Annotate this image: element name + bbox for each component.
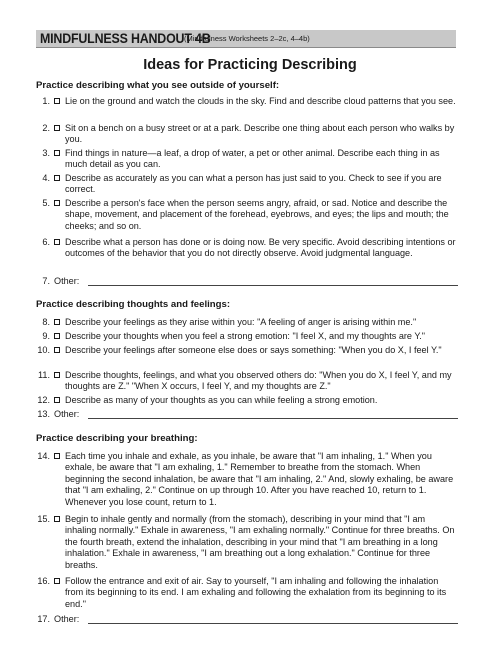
list-item xyxy=(36,123,458,146)
list-item xyxy=(36,576,458,610)
item-number: 6. xyxy=(42,237,50,247)
list-item xyxy=(36,173,458,196)
item-number: 10. xyxy=(37,345,50,355)
checkbox[interactable] xyxy=(54,200,60,206)
other-label: Other: xyxy=(54,614,80,624)
item-number: 3. xyxy=(42,148,50,158)
checkbox[interactable] xyxy=(54,319,60,325)
header-bar xyxy=(36,30,456,48)
checkbox[interactable] xyxy=(54,372,60,378)
item-text: Describe a person's face when the person seems angry, afraid, or sad. Notice and describe the shape, movement, and placement of the forehead, eyebrows, and eyes; the lips and mouth; the cheeks; and so on. xyxy=(65,198,449,231)
list-item xyxy=(36,148,458,171)
checkbox[interactable] xyxy=(54,239,60,245)
item-number: 15. xyxy=(37,514,50,524)
list-item xyxy=(36,317,458,328)
write-in-line[interactable] xyxy=(88,285,458,286)
checkbox[interactable] xyxy=(54,516,60,522)
item-number: 2. xyxy=(42,123,50,133)
other-label: Other: xyxy=(54,409,80,419)
item-number: 7. xyxy=(42,276,50,286)
list-item xyxy=(36,237,458,260)
checkbox[interactable] xyxy=(54,453,60,459)
item-number: 8. xyxy=(42,317,50,327)
worksheet-reference: (Mindfulness Worksheets 2–2c, 4–4b) xyxy=(184,34,310,43)
list-item xyxy=(36,345,458,356)
item-number: 14. xyxy=(37,451,50,461)
checkbox[interactable] xyxy=(54,125,60,131)
checkbox[interactable] xyxy=(54,175,60,181)
item-number: 5. xyxy=(42,198,50,208)
write-in-line[interactable] xyxy=(88,418,458,419)
list-item xyxy=(36,395,458,406)
list-item xyxy=(36,370,458,393)
checkbox[interactable] xyxy=(54,347,60,353)
list-item xyxy=(36,96,458,107)
item-text: Each time you inhale and exhale, as you inhale, be aware that "I am inhaling, 1." When you exhale, be aware that "I am exhaling, 1." Remember to breathe from the stomach. When beginning the second inhalation, be aware that "I am inhaling, 2." And, slowly exhaling, be aware that "I am exhaling, 2." Continue on up through 10. After you have reached 10, return to 1. Whenever you lose count, return to 1. xyxy=(65,451,454,507)
item-number: 12. xyxy=(37,395,50,405)
checkbox[interactable] xyxy=(54,333,60,339)
section-heading-outside: Practice describing what you see outside of yourself: xyxy=(36,80,280,91)
item-text: Find things in nature—a leaf, a drop of water, a pet or other animal. Describe each thing in as much detail as you can. xyxy=(65,148,440,170)
item-number: 1. xyxy=(42,96,50,106)
list-item xyxy=(36,451,458,508)
write-in-line[interactable] xyxy=(88,623,458,624)
checkbox[interactable] xyxy=(54,150,60,156)
item-text: Sit on a bench on a busy street or at a park. Describe one thing about each person who walks by you. xyxy=(65,123,455,145)
checkbox[interactable] xyxy=(54,578,60,584)
item-text: Describe your feelings after someone else does or says something: "When you do X, I feel Y." xyxy=(65,345,442,355)
list-item xyxy=(36,331,458,342)
other-label: Other: xyxy=(54,276,80,286)
item-number: 16. xyxy=(37,576,50,586)
section-heading-breathing: Practice describing your breathing: xyxy=(36,433,198,444)
list-item xyxy=(36,514,458,571)
item-number: 13. xyxy=(37,409,50,419)
item-text: Lie on the ground and watch the clouds in the sky. Find and describe cloud patterns that you see. xyxy=(65,96,456,106)
item-number: 11. xyxy=(38,370,50,380)
item-text: Describe as many of your thoughts as you can while feeling a strong emotion. xyxy=(65,395,378,405)
page-title: Ideas for Practicing Describing xyxy=(143,57,357,73)
item-text: Begin to inhale gently and normally (from the stomach), describing in your mind that "I am inhaling normally." Exhale in awareness, "I am exhaling normally." Continue for three breaths. On the fourth breath, extend the inhalation, describing in your mind that "I am breathing in a long inhalation." Exhale in awareness, "I am breathing out a long exhalation." Continue for three breaths. xyxy=(65,514,455,570)
item-text: Describe your thoughts when you feel a strong emotion: "I feel X, and my thoughts are Y." xyxy=(65,331,425,341)
item-text: Describe your feelings as they arise within you: "A feeling of anger is arising within me." xyxy=(65,317,417,327)
item-number: 9. xyxy=(42,331,50,341)
handout-label: MINDFULNESS HANDOUT 4B xyxy=(40,31,211,46)
item-number: 4. xyxy=(42,173,50,183)
list-item xyxy=(36,198,458,232)
item-text: Describe as accurately as you can what a person has just said to you. Check to see if you are correct. xyxy=(65,173,442,195)
item-text: Describe thoughts, feelings, and what you observed others do: "When you do X, I feel Y, and my thoughts are Z." "When X occurs, I feel Y, and my thoughts are Z." xyxy=(65,370,452,392)
checkbox[interactable] xyxy=(54,98,60,104)
item-number: 17. xyxy=(37,614,50,624)
item-text: Follow the entrance and exit of air. Say to yourself, "I am inhaling and following the inhalation from its beginning to its end. I am exhaling and following the exhalation from its beginning to its end." xyxy=(65,576,447,609)
item-text: Describe what a person has done or is doing now. Be very specific. Avoid describing intentions or outcomes of the behavior that you do not directly observe. Avoid judgmental language. xyxy=(65,237,456,259)
section-heading-thoughts: Practice describing thoughts and feelings: xyxy=(36,299,231,310)
checkbox[interactable] xyxy=(54,397,60,403)
